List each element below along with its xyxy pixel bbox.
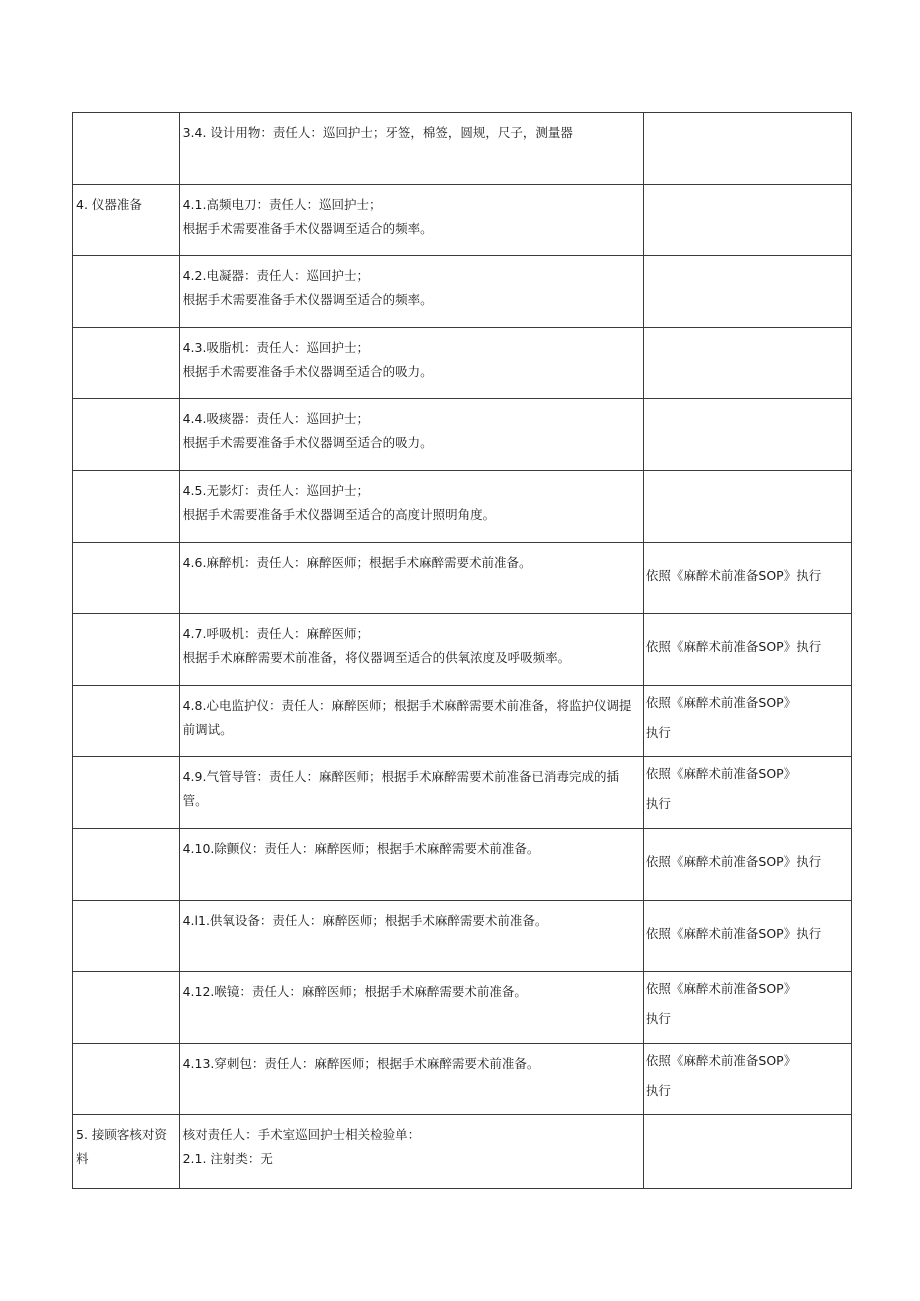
content-line: 4.l1.供氧设备：责任人：麻醉医师；根据手术麻醉需要术前准备。 [182,912,548,928]
section-cell [73,1043,180,1115]
content-line: 4.6.麻醉机：责任人：麻醉医师；根据手术麻醉需要术前准备。 [182,554,532,570]
section-cell [73,614,180,686]
content-line: 4.1.高频电刀：责任人：巡回护士； [182,196,382,212]
note-cell [643,757,851,829]
note-cell [643,900,851,972]
table-row [73,685,852,757]
content-line: 4.9.气管导管：责任人：麻醉医师；根据手术麻醉需要术前准备已消毒完成的插管。 [182,769,619,809]
section-cell [73,828,180,900]
section-cell [73,256,180,328]
note-line: 依照《麻醉术前准备SOP》 [645,766,797,782]
content-line: 根据手术需要准备手术仪器调至适合的吸力。 [182,363,433,379]
content-cell [179,1115,643,1189]
table-row [73,184,852,256]
content-line: 根据手术需要准备手术仪器调至适合的频率。 [182,292,433,308]
section-cell [73,900,180,972]
procedure-table [72,112,852,1189]
content-line: 4.8.心电监护仪：责任人：麻醉医师；根据手术麻醉需要术前准备，将监护仪调提前调试。 [182,697,632,737]
content-line: 4.10.除颤仪：责任人：麻醉医师；根据手术麻醉需要术前准备。 [182,840,540,856]
note-line: 依照《麻醉术前准备SOP》执行 [645,854,822,870]
note-cell [643,470,851,542]
note-cell [643,685,851,757]
note-cell [643,614,851,686]
content-line: 根据手术麻醉需要术前准备，将仪器调至适合的供氧浓度及呼吸频率。 [182,650,571,666]
table-row [73,757,852,829]
note-line: 执行 [645,724,671,740]
note-cell [643,184,851,256]
table-row [73,113,852,185]
table-row [73,900,852,972]
content-line: 2.1. 注射类：无 [182,1151,273,1167]
table-row [73,399,852,471]
note-line: 依照《麻醉术前准备SOP》 [645,1052,797,1068]
content-line: 3.4. 设计用物：责任人：巡回护士；牙签，棉签，圆规，尺子，测量器 [182,125,573,140]
note-line: 依照《麻醉术前准备SOP》 [645,694,797,710]
section-cell [73,542,180,614]
note-line: 依照《麻醉术前准备SOP》执行 [645,639,822,655]
note-line: 依照《麻醉术前准备SOP》执行 [645,567,822,583]
section-cell [73,327,180,399]
table-row [73,470,852,542]
table-row [73,1115,852,1189]
table-row [73,972,852,1044]
table-row [73,256,852,328]
content-line: 4.7.呼吸机：责任人：麻醉医师； [182,626,369,642]
note-line: 执行 [645,1011,671,1027]
content-cell [179,685,643,757]
table-row [73,1043,852,1115]
note-line: 依照《麻醉术前准备SOP》执行 [645,925,822,941]
content-line: 根据手术需要准备手术仪器调至适合的高度计照明角度。 [182,506,496,522]
content-line: 4.3.吸脂机：责任人：巡回护士； [182,339,369,355]
content-line: 4.2.电凝器：责任人：巡回护士； [182,268,369,284]
section-cell: 5. 接顾客核对资料 [73,1115,180,1189]
note-cell [643,542,851,614]
note-cell [643,828,851,900]
content-cell [179,900,643,972]
content-line: 4.12.喉镜：责任人：麻醉医师；根据手术麻醉需要术前准备。 [182,984,527,1000]
note-cell [643,399,851,471]
note-cell [643,256,851,328]
section-cell [73,113,180,185]
content-line: 4.4.吸痰器：责任人：巡回护士； [182,411,369,427]
content-line: 核对责任人：手术室巡回护士相关检验单： [182,1127,421,1143]
note-line: 执行 [645,796,671,812]
table-row [73,828,852,900]
content-cell [179,1043,643,1115]
table-row [73,614,852,686]
content-cell [179,184,643,256]
section-cell: 4. 仪器准备 [73,184,180,256]
content-line: 4.13.穿刺包：责任人：麻醉医师；根据手术麻醉需要术前准备。 [182,1055,540,1071]
note-cell [643,1115,851,1189]
content-cell [179,399,643,471]
note-cell [643,327,851,399]
content-cell [179,470,643,542]
content-cell [179,256,643,328]
section-cell [73,757,180,829]
content-cell [179,327,643,399]
content-cell [179,757,643,829]
section-cell [73,972,180,1044]
note-line: 执行 [645,1082,671,1098]
content-line: 根据手术需要准备手术仪器调至适合的频率。 [182,220,433,236]
content-cell [179,614,643,686]
table-row [73,542,852,614]
note-cell [643,972,851,1044]
content-cell [179,542,643,614]
content-cell [179,972,643,1044]
note-cell [643,1043,851,1115]
table-row [73,327,852,399]
content-cell [179,113,643,185]
note-cell [643,113,851,185]
procedure-table-body [73,113,852,1189]
section-cell [73,399,180,471]
section-cell [73,685,180,757]
note-line: 依照《麻醉术前准备SOP》 [645,981,797,997]
section-cell [73,470,180,542]
content-cell [179,828,643,900]
content-line: 根据手术需要准备手术仪器调至适合的吸力。 [182,435,433,451]
content-line: 4.5.无影灯：责任人：巡回护士； [182,482,369,498]
